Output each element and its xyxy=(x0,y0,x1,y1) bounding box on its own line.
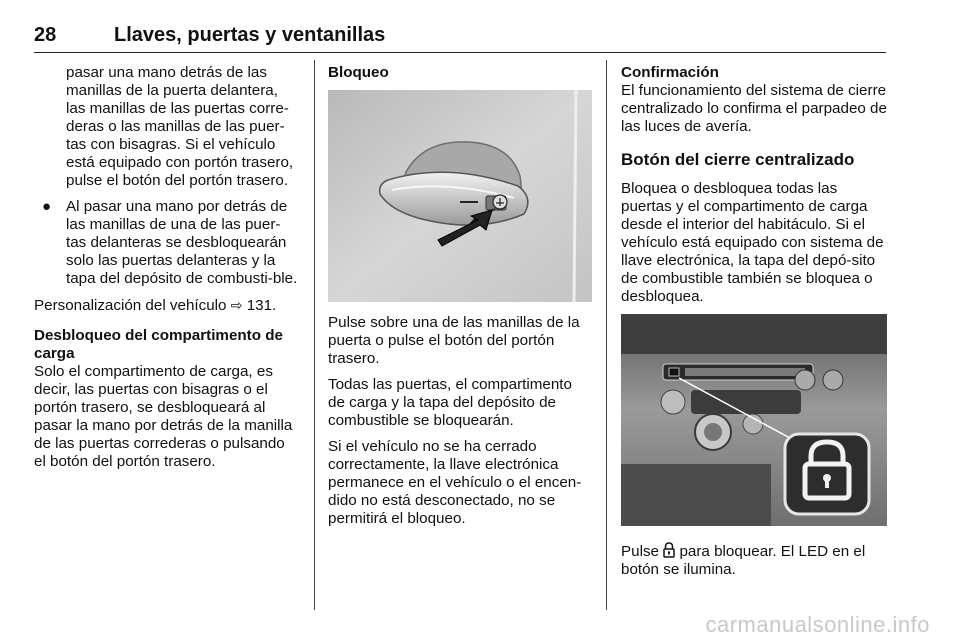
column-3 xyxy=(621,64,887,587)
bullet-text: Al pasar una mano por detrás de las manillas de una de las puer-tas delanteras se desbloquearán solo las puertas delanteras y la tapa del depósito de combusti-ble. xyxy=(66,198,298,287)
caption-text-after: para bloquear. El LED en el botón se ilumina. xyxy=(621,543,866,578)
section-heading-central-lock: Botón del cierre centralizado xyxy=(621,150,855,169)
central-lock-paragraph: Bloquea o desbloquea todas las puertas y el compartimento de carga desde el interior del habitáculo. Si el vehículo está equipado con sistema de llave electrónica, la tapa del depó-sito de combustible también se bloquea o desbloquea. xyxy=(621,180,884,305)
arrow-right-icon: ⇨ xyxy=(230,297,243,313)
bullet-icon: ● xyxy=(42,198,52,215)
locking-paragraph-1: Pulse sobre una de las manillas de la puerta o pulse el botón del portón trasero. xyxy=(328,314,580,367)
continued-paragraph: pasar una mano detrás de las manillas de la puerta delantera, las manillas de las puertas corre-deras o las manillas de las puer-tas con bisagras. Si el vehículo está equipado con portón trasero, pulse el botón del portón trasero. xyxy=(66,64,294,189)
figure-caption xyxy=(621,542,887,579)
dashboard-lock-button-figure xyxy=(621,314,887,526)
reference-page: 131. xyxy=(246,297,277,314)
bullet-item xyxy=(34,198,298,288)
page-number: 28 xyxy=(34,24,57,46)
subheading-cargo: Desbloqueo del compartimento de carga xyxy=(34,327,283,362)
cargo-paragraph: Solo el compartimento de carga, es decir, las puertas con bisagras o el portón trasero, se desbloqueará al pasar la mano por detrás de la manilla de las puertas correderas o pulsando el botón del portón trasero. xyxy=(34,363,293,470)
column-divider xyxy=(314,60,315,610)
column-2 xyxy=(328,64,592,536)
column-divider xyxy=(606,60,607,610)
subheading-confirmation: Confirmación xyxy=(621,64,719,81)
page-title: Llaves, puertas y ventanillas xyxy=(114,24,386,46)
column-1 xyxy=(34,64,298,479)
cross-reference xyxy=(34,296,298,315)
page-header xyxy=(34,24,886,53)
confirmation-paragraph: El funcionamiento del sistema de cierre centralizado lo confirma el parpadeo de las luces de avería. xyxy=(621,82,887,135)
caption-text-before: Pulse xyxy=(621,543,659,560)
lock-icon xyxy=(663,542,675,558)
locking-paragraph-2: Todas las puertas, el compartimento de carga y la tapa del depósito de combustible se bloquearán. xyxy=(328,376,572,429)
subheading-locking: Bloqueo xyxy=(328,64,389,81)
reference-text: Personalización del vehículo xyxy=(34,297,227,314)
locking-paragraph-3: Si el vehículo no se ha cerrado correctamente, la llave electrónica permanece en el vehículo o el encen-dido no está desconectado, no se permitirá el bloqueo. xyxy=(328,438,582,527)
door-handle-figure xyxy=(328,90,592,302)
watermark: carmanualsonline.info xyxy=(705,612,930,637)
